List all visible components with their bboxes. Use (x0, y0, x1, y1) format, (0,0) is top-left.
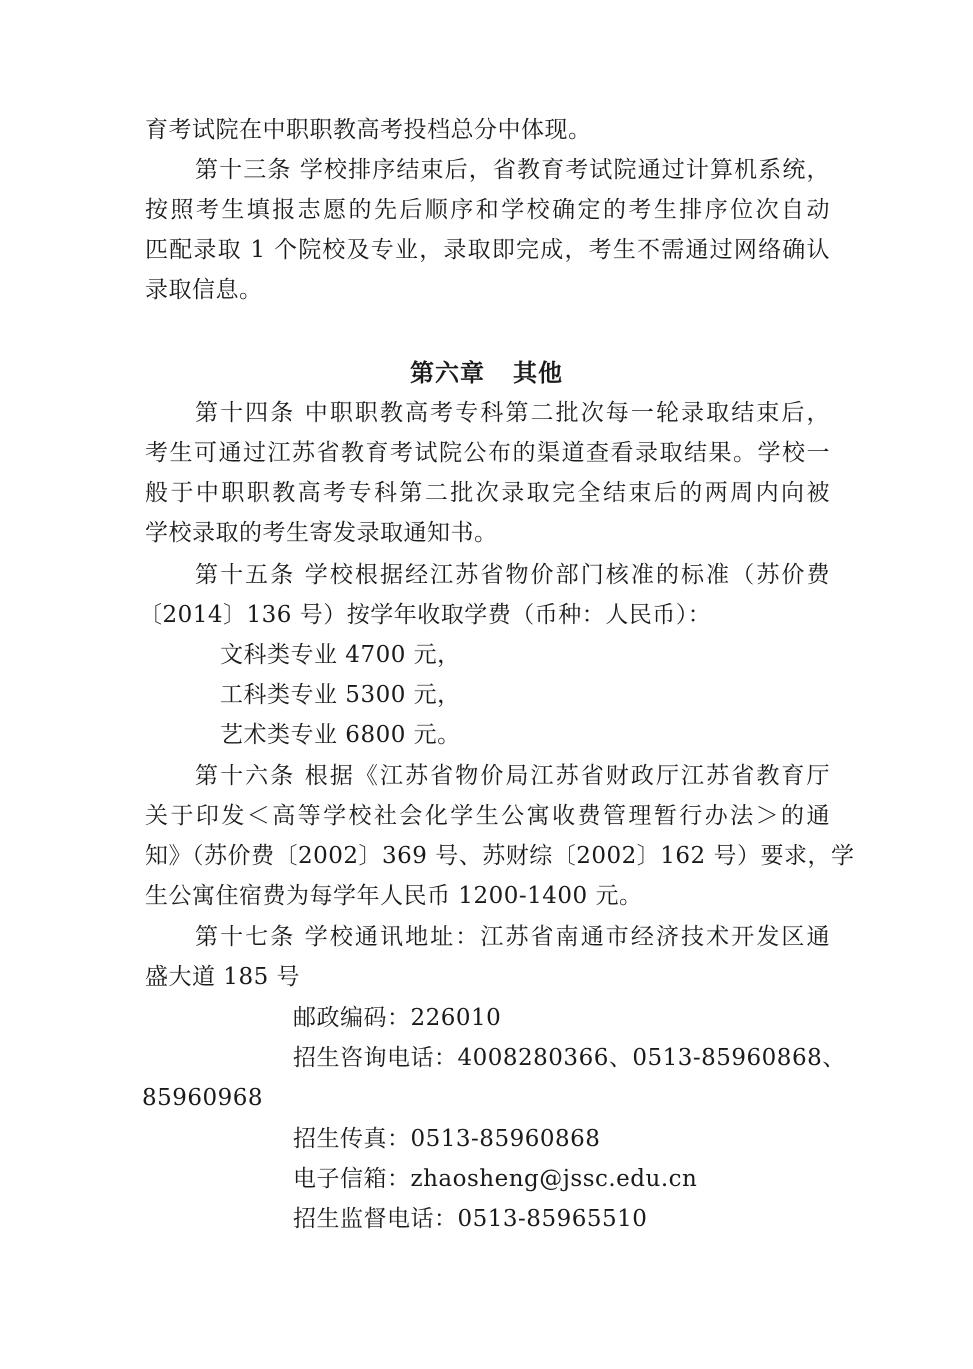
admission-hotline: 招生咨询电话：4008280366、0513-85960868、 (293, 1045, 846, 1071)
paragraph-line: 育考试院在中职职教高考投档总分中体现。 (145, 117, 592, 143)
article-15-line: 第十五条 学校根据经江苏省物价部门核准的标准（苏价费 (195, 562, 830, 588)
article-17-address-line: 第十七条 学校通讯地址：江苏省南通市经济技术开发区通 (195, 924, 830, 950)
article-16-line: 生公寓住宿费为每学年人民币 1200-1400 元。 (145, 883, 643, 909)
article-14-line: 学校录取的考生寄发录取通知书。 (145, 520, 498, 546)
article-13-line: 按照考生填报志愿的先后顺序和学校确定的考生排序位次自动 (145, 197, 830, 223)
fee-item-engineering: 工科类专业 5300 元， (220, 682, 461, 708)
postal-code: 邮政编码：226010 (293, 1005, 502, 1031)
admission-hotline-continued: 85960968 (142, 1085, 264, 1111)
fee-item-liberal-arts: 文科类专业 4700 元， (220, 642, 461, 668)
chapter-heading (0, 353, 973, 393)
article-16-line: 关于印发＜高等学校社会化学生公寓收费管理暂行办法＞的通 (145, 803, 830, 829)
article-14-line: 般于中职职教高考专科第二批次录取完全结束后的两周内向被 (145, 480, 830, 506)
article-13-line: 录取信息。 (145, 277, 263, 303)
article-13-line: 匹配录取 1 个院校及专业，录取即完成，考生不需通过网络确认 (145, 237, 830, 263)
chapter-title: 其他 (513, 359, 563, 387)
fee-item-arts: 艺术类专业 6800 元。 (220, 722, 461, 748)
admission-email: 电子信箱：zhaosheng@jssc.edu.cn (293, 1166, 698, 1192)
article-17-address-line: 盛大道 185 号 (145, 964, 301, 990)
supervision-hotline: 招生监督电话：0513-85965510 (293, 1206, 648, 1232)
article-15-line: 〔2014〕136 号）按学年收取学费（币种：人民币）： (139, 602, 712, 628)
article-16-line: 知》（苏价费〔2002〕369 号、苏财综〔2002〕162 号）要求，学 (145, 843, 855, 869)
article-14-line: 第十四条 中职职教高考专科第二批次每一轮录取结束后， (195, 400, 830, 426)
chapter-number: 第六章 (410, 359, 485, 387)
article-16-line: 第十六条 根据《江苏省物价局江苏省财政厅江苏省教育厅 (195, 763, 830, 789)
admission-fax: 招生传真：0513-85960868 (293, 1126, 601, 1152)
article-13-line: 第十三条 学校排序结束后，省教育考试院通过计算机系统， (195, 157, 830, 183)
article-14-line: 考生可通过江苏省教育考试院公布的渠道查看录取结果。学校一 (145, 440, 830, 466)
